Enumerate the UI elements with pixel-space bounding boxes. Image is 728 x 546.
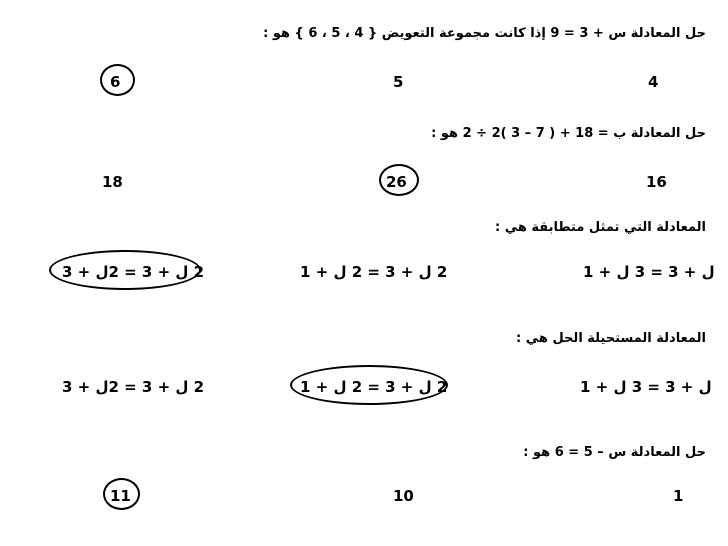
question-5-option-2: 10 xyxy=(393,487,414,505)
question-5-option-3: 11 xyxy=(110,487,131,505)
question-2-option-2: 26 xyxy=(386,173,407,191)
question-4-text: المعادلة المستحيلة الحل هي : xyxy=(516,331,706,346)
question-1-text: حل المعادلة س + 3 = 9 إذا كانت مجموعة التعويض { 4 ، 5 ، 6 } هو : xyxy=(263,26,706,41)
question-2-text: حل المعادلة ب = 18 + ( 7 – 3 )2 ÷ 2 هو : xyxy=(431,126,706,141)
question-5-text: حل المعادلة س – 5 = 6 هو : xyxy=(523,445,706,460)
question-3-option-3: 2 ل + 3 = 2ل + 3 xyxy=(62,263,205,281)
question-2-option-3: 18 xyxy=(102,173,123,191)
question-4-option-2: 2 ل + 3 = 2 ل + 1 xyxy=(300,378,448,396)
question-1-option-1: 4 xyxy=(648,73,659,91)
question-1-option-3: 6 xyxy=(110,73,121,91)
question-4-option-3: 2 ل + 3 = 2ل + 3 xyxy=(62,378,205,396)
question-4-option-1: ل + 3 = 3 ل + 1 xyxy=(580,378,712,396)
question-3-option-2: 2 ل + 3 = 2 ل + 1 xyxy=(300,263,448,281)
question-5-option-1: 1 xyxy=(673,487,684,505)
question-2-option-1: 16 xyxy=(646,173,667,191)
question-3-text: المعادلة التي تمثل متطابقة هي : xyxy=(494,220,706,235)
question-1-option-2: 5 xyxy=(393,73,404,91)
question-3-option-1: ل + 3 = 3 ل + 1 xyxy=(583,263,715,281)
